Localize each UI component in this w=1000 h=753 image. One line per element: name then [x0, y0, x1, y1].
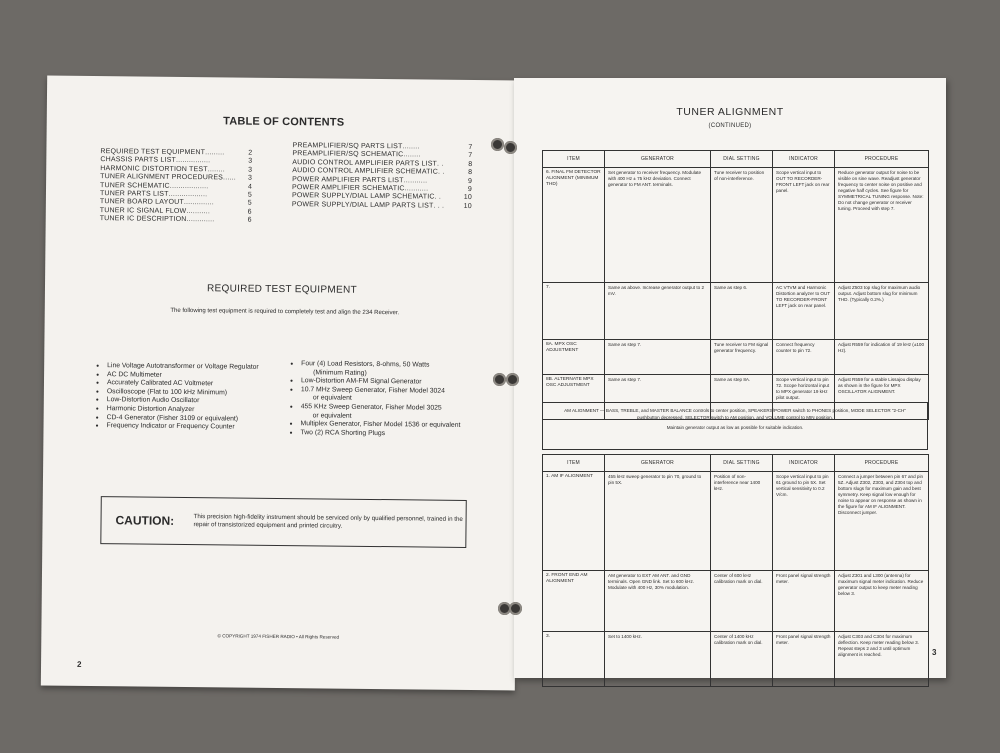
column-header-item: ITEM: [543, 455, 605, 472]
cell-dial: Position of non-interference near 1400 kHz.: [711, 472, 773, 571]
toc-entry-page: 2: [248, 149, 253, 157]
cell-dial: Center of 600 kHz calibration mark on dial.: [711, 571, 773, 632]
toc-entry-page: 7: [468, 152, 473, 160]
toc-leader-dots: ........: [403, 151, 421, 159]
toc-entry: [100, 215, 252, 225]
toc-entry-title: POWER SUPPLY/DIAL LAMP PARTS LIST: [291, 200, 434, 210]
cell-indicator: Front panel signal strength meter.: [773, 571, 835, 632]
column-header-generator: GENERATOR: [605, 151, 711, 168]
cell-generator: Same as above. Increase generator output to 2 mV.: [605, 283, 711, 340]
toc-leader-dots: ................: [175, 157, 211, 165]
caution-text: This precision high-fidelity instrument should be serviced only by qualified personnel, trained in the repair of transistorized equipment and printed circuitry.: [193, 513, 463, 530]
toc-left-column: [100, 148, 253, 225]
test-equipment-intro: The following test equipment is required to completely test and align the 234 Receiver.: [170, 307, 400, 317]
equipment-item-label: (Minimum Rating): [313, 368, 367, 377]
toc-leader-dots: . . .: [433, 202, 445, 210]
cell-item: 1. AM IF ALIGNMENT: [543, 472, 605, 571]
toc-leader-dots: . .: [434, 194, 442, 202]
equipment-item-label: Harmonic Distortion Analyzer: [106, 405, 195, 414]
toc-entry-page: 10: [463, 194, 472, 202]
bullet-icon: ●: [95, 423, 99, 430]
column-header-item: ITEM: [543, 151, 605, 168]
page-number-right: 3: [932, 648, 937, 657]
toc-leader-dots: . .: [437, 160, 444, 168]
toc-entry-title: AUDIO CONTROL AMPLIFIER SCHEMATIC: [292, 167, 439, 176]
table-row: [543, 571, 929, 632]
equipment-item-label: Multiplex Generator, Fisher Model 1536 or equivalent: [300, 420, 461, 430]
cell-dial: Same as step 8A.: [711, 375, 773, 420]
cell-generator: Set generator to receiver frequency. Modulate with 400 Hz ± 75 kHz deviation. Connect generator to FM ANT. terminals.: [605, 168, 711, 283]
cell-indicator: Scope vertical input to pin 72. Scope horizontal input to MPX generator 19 kHz pilot output.: [773, 375, 835, 420]
toc-leader-dots: ........: [207, 166, 225, 174]
cell-dial: Center of 1400 kHz calibration mark on dial.: [711, 632, 773, 687]
toc-entry-page: 8: [468, 169, 473, 177]
toc-leader-dots: ........: [402, 143, 420, 151]
caution-label: CAUTION:: [115, 513, 175, 528]
cell-indicator: Scope vertical input to OUT TO RECORDER-FRONT LEFT jack on rear panel.: [773, 168, 835, 283]
toc-entry-title: REQUIRED TEST EQUIPMENT: [100, 148, 206, 157]
bullet-icon: ●: [290, 361, 294, 368]
bullet-icon: ●: [96, 371, 100, 378]
caution-box: [100, 496, 466, 548]
table-row: [543, 632, 929, 687]
toc-entry: [292, 201, 472, 211]
equipment-item-label: Frequency Indicator or Frequency Counter: [106, 422, 235, 431]
toc-leader-dots: .........: [205, 149, 225, 157]
table-row: [543, 340, 929, 375]
toc-leader-dots: ..............: [183, 199, 214, 207]
cell-indicator: Connect frequency counter to pin 72.: [773, 340, 835, 375]
toc-leader-dots: . .: [438, 168, 445, 176]
toc-leader-dots: ..................: [169, 182, 209, 190]
cell-indicator: AC VTVM and Harmonic Distortion analyzer to OUT TO RECORDER-FRONT LEFT jack on rear panel.: [773, 283, 835, 340]
column-header-generator: GENERATOR: [605, 455, 711, 472]
toc-leader-dots: ...........: [404, 185, 429, 193]
equipment-item-label: Accurately Calibrated AC Voltmeter: [106, 379, 214, 388]
equipment-item-label: Oscilloscope (Flat to 100 kHz Minimum): [106, 387, 228, 397]
equipment-item-label: Four (4) Load Resistors, 8-ohms, 50 Watts: [301, 360, 430, 369]
toc-entry-title: PREAMPLIFIER/SQ SCHEMATIC: [292, 150, 404, 159]
cell-procedure: Adjust Z503 top slug for maximum audio output. Adjust bottom slug for minimum THD. (Typically 0.2%.): [835, 283, 929, 340]
binder-hole: [491, 138, 504, 151]
cell-generator: 455 kHz sweep generator to pin 70, ground to pin 5X.: [605, 472, 711, 571]
binder-hole: [506, 373, 519, 386]
equipment-item: [95, 422, 285, 433]
equipment-list-right: [289, 360, 490, 439]
toc-right-column: [292, 142, 473, 211]
right-page: [514, 78, 946, 678]
column-header-dial-setting: DIAL SETTING: [711, 151, 773, 168]
table-row: [543, 168, 929, 283]
toc-entry-page: 3: [248, 166, 253, 174]
binder-hole: [493, 373, 506, 386]
toc-entry-title: TUNER BOARD LAYOUT: [99, 198, 184, 207]
toc-leader-dots: ..................: [168, 190, 208, 199]
toc-entry-title: HARMONIC DISTORTION TEST: [100, 164, 208, 174]
bullet-icon: ●: [289, 386, 293, 393]
table-header-row: [543, 455, 929, 472]
toc-entry-page: 6: [247, 216, 252, 224]
column-header-indicator: INDICATOR: [773, 151, 835, 168]
toc-entry-page: 5: [247, 200, 252, 208]
toc-entry-title: TUNER ALIGNMENT PROCEDURES: [100, 173, 224, 182]
bullet-icon: ●: [95, 406, 99, 413]
cell-procedure: Adjust R559 for a stable Lissajou display as shown in the figure for MPX OSCILLATOR ALIGNMENT.: [835, 375, 929, 420]
toc-entry-title: POWER SUPPLY/DIAL LAMP SCHEMATIC: [291, 192, 435, 202]
bullet-icon: [290, 412, 301, 421]
cell-procedure: Adjust C303 and C304 for maximum deflection. Keep meter reading below 3. Repeat steps 2 and 3 until optimum alignment is reached.: [835, 632, 929, 687]
alignment-table-top: [542, 150, 929, 420]
toc-entry-page: 9: [467, 177, 473, 185]
copyright-notice: © COPYRIGHT 1974 FISHER RADIO • All Rights Reserved: [217, 633, 340, 640]
tuner-alignment-subtitle: (CONTINUED): [708, 123, 752, 129]
am-alignment-note: [543, 403, 928, 450]
bullet-icon: ●: [289, 404, 293, 411]
column-header-procedure: PROCEDURE: [835, 455, 929, 472]
cell-item: 8A. MPX OSC ADJUSTMENT: [543, 340, 605, 375]
toc-leader-dots: .............: [186, 216, 215, 224]
toc-entry-page: 9: [467, 185, 473, 194]
cell-indicator: Scope vertical input to pin 61 ground to pin 5X. Set vertical sensitivity to 0.2 V/cm.: [773, 472, 835, 571]
bullet-icon: ●: [95, 380, 100, 387]
bullet-icon: ●: [289, 421, 293, 428]
bullet-icon: [290, 369, 301, 378]
column-header-indicator: INDICATOR: [773, 455, 835, 472]
cell-indicator: Front panel signal strength meter.: [773, 632, 835, 687]
left-page: [41, 76, 521, 691]
toc-entry-page: 8: [468, 160, 473, 168]
toc-leader-dots: ...........: [403, 176, 428, 185]
binder-hole: [504, 141, 517, 154]
cell-dial: Tune receiver to position of non-interference.: [711, 168, 773, 283]
toc-entry-page: 3: [248, 174, 253, 182]
equipment-item-label: Low-Distortion Audio Oscillator: [106, 396, 200, 405]
cell-item: 7.: [543, 283, 605, 340]
cell-procedure: Reduce generator output for noise to be visible on sine wave. Readjust generator frequency to center noise on positive and negative half cycles. See figure for SYMMETRICAL TUNING response. Note: Do not change generator or receiver tuning. Proceed with step 7.: [835, 168, 929, 283]
toc-entry-page: 10: [463, 202, 472, 210]
equipment-item-label: Two (2) RCA Shorting Plugs: [300, 428, 386, 437]
toc-entry-title: POWER AMPLIFIER PARTS LIST: [292, 175, 404, 184]
cell-generator: Same as step 7.: [605, 375, 711, 420]
toc-entry-title: TUNER IC SIGNAL FLOW: [99, 206, 187, 215]
table-row: [543, 283, 929, 340]
toc-entry-title: POWER AMPLIFIER SCHEMATIC: [292, 184, 405, 193]
bullet-icon: ●: [95, 397, 99, 404]
required-test-equipment-title: REQUIRED TEST EQUIPMENT: [206, 283, 357, 296]
equipment-item-label: or equivalent: [312, 411, 352, 420]
toc-entry-page: 5: [247, 191, 253, 199]
cell-procedure: Connect a jumper between pin 67 and pin 5Z. Adjust Z302, Z303, and Z304 top and bottom slugs for maximum gain and best symmetry. Keep signal low enough for noise to appear on response as shown in the figure for AM IF ALIGNMENT. Disconnect jumper.: [835, 472, 929, 571]
binder-hole: [509, 602, 522, 615]
equipment-list-left: [95, 362, 286, 433]
cell-item: 3.: [543, 632, 605, 687]
equipment-item-label: AC DC Multimeter: [107, 370, 162, 379]
cell-item: 6. FINAL FM DETECTOR ALIGNMENT (MINIMUM THD): [543, 168, 605, 283]
toc-entry-page: 6: [247, 208, 252, 216]
page-number-left: 2: [76, 659, 82, 669]
toc-entry-title: TUNER PARTS LIST: [99, 190, 169, 198]
bullet-icon: ●: [289, 429, 293, 436]
table-row: [543, 472, 929, 571]
toc-leader-dots: ......: [223, 174, 236, 182]
am-generator-note: Maintain generator output as low as possible for suitable indication.: [666, 425, 804, 430]
toc-entry-page: 7: [468, 143, 473, 151]
tuner-alignment-title: TUNER ALIGNMENT: [676, 106, 784, 118]
equipment-item-label: CD-4 Generator (Fisher 3109 or equivalent): [106, 413, 239, 423]
toc-entry-title: TUNER IC DESCRIPTION: [99, 215, 187, 224]
alignment-table-bottom: [542, 454, 929, 687]
toc-entry-title: TUNER SCHEMATIC: [100, 181, 170, 190]
am-alignment-note-table: [542, 402, 928, 450]
toc-leader-dots: ...........: [186, 207, 211, 216]
toc-entry-title: CHASSIS PARTS LIST: [100, 156, 177, 165]
toc-entry-page: 4: [247, 183, 253, 191]
bullet-icon: ●: [96, 363, 100, 370]
cell-item: 8B. ALTERNATE MPX OSC ADJUSTMENT: [543, 375, 605, 420]
cell-generator: Same as step 7.: [605, 340, 711, 375]
table-header-row: [543, 151, 929, 168]
toc-title: TABLE OF CONTENTS: [223, 115, 345, 129]
cell-procedure: Adjust R559 for indication of 19 kHz (±100 Hz).: [835, 340, 929, 375]
am-alignment-conditions: AM ALIGNMENT — BASS, TREBLE, and MASTER BALANCE controls to center position, SPEAKERS/POWER switch to PHONES position, MODE SELECTOR "2-CH" pushbutton depressed, SELECTOR switch to AM position, and VOLUME control to MIN position.: [564, 408, 906, 420]
cell-item: 2. FRONT END AM ALIGNMENT: [543, 571, 605, 632]
bullet-icon: ●: [289, 378, 294, 385]
column-header-dial-setting: DIAL SETTING: [711, 455, 773, 472]
bullet-icon: [290, 394, 301, 403]
equipment-item-label: Line Voltage Autotransformer or Voltage Regulator: [107, 362, 259, 371]
toc-entry-title: PREAMPLIFIER/SQ PARTS LIST: [292, 142, 403, 151]
equipment-item-label: 10.7 MHz Sweep Generator, Fisher Model 3024: [300, 385, 445, 395]
equipment-item-label: or equivalent: [312, 394, 352, 403]
cell-generator: AM generator to EXT AM ANT. and GND terminals. Open GND link. Set to 600 kHz. Modulate with 400 Hz, 30% modulation.: [605, 571, 711, 632]
cell-dial: Tune receiver to FM signal generator frequency.: [711, 340, 773, 375]
equipment-item-label: Low-Distortion AM-FM Signal Generator: [300, 377, 422, 386]
cell-generator: Set to 1400 kHz.: [605, 632, 711, 687]
cell-dial: Same as step 6.: [711, 283, 773, 340]
bullet-icon: ●: [95, 414, 99, 421]
bullet-icon: ●: [95, 388, 99, 395]
equipment-item-label: 455 KHz Sweep Generator, Fisher Model 3025: [300, 403, 442, 412]
toc-entry-title: AUDIO CONTROL AMPLIFIER PARTS LIST: [292, 158, 438, 168]
cell-procedure: Adjust Z301 and L300 (antenna) for maximum signal meter indication. Reduce generator output to keep meter reading below 3.: [835, 571, 929, 632]
toc-entry-page: 3: [248, 158, 253, 166]
column-header-procedure: PROCEDURE: [835, 151, 929, 168]
